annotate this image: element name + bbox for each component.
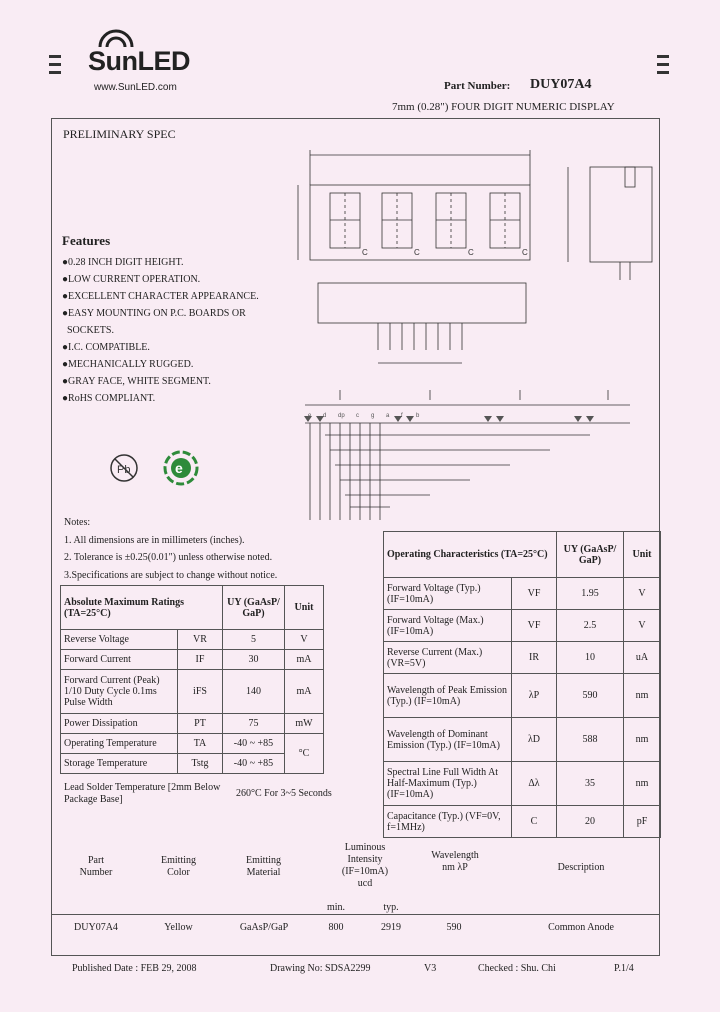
op-param: Spectral Line Full Width At Half-Maximum (Typ.) (IF=10mA) bbox=[384, 762, 512, 806]
part-number: DUY07A4 bbox=[530, 77, 592, 92]
pin-label: g bbox=[371, 413, 375, 419]
display-body-outline bbox=[310, 185, 530, 260]
ord-head-wavelength: Wavelength nm λP bbox=[431, 850, 479, 873]
abs-val: -40 ~ +85 bbox=[223, 754, 285, 774]
pin-label: b bbox=[416, 413, 420, 419]
digit-3 bbox=[436, 193, 466, 248]
note-item: 2. Tolerance is ±0.25(0.01") unless otherwise noted. bbox=[64, 552, 273, 563]
spec-status: PRELIMINARY SPEC bbox=[63, 127, 176, 141]
op-unit: nm bbox=[624, 762, 661, 806]
ord-sub-min: min. bbox=[326, 902, 346, 913]
op-title: Operating Characteristics (TA=25°C) bbox=[384, 532, 557, 578]
op-val: 2.5 bbox=[557, 610, 624, 642]
abs-col-unit: Unit bbox=[285, 586, 324, 630]
abs-sym: PT bbox=[178, 714, 223, 734]
abs-param: Forward Current (Peak) 1/10 Duty Cycle 0.1ms Pulse Width bbox=[61, 670, 178, 714]
feature-item: SOCKETS. bbox=[67, 325, 114, 336]
part-number-label: Part Number: bbox=[444, 80, 511, 92]
op-param: Forward Voltage (Typ.) (IF=10mA) bbox=[384, 578, 512, 610]
feature-item: ●LOW CURRENT OPERATION. bbox=[62, 274, 201, 285]
ord-head-intensity: Luminous Intensity (IF=10mA) ucd bbox=[341, 842, 389, 889]
ord-head-material: Emitting Material bbox=[246, 855, 281, 878]
ord-part: DUY07A4 bbox=[74, 922, 118, 933]
abs-val: 30 bbox=[223, 650, 285, 670]
op-col-unit: Unit bbox=[624, 532, 661, 578]
pin-label: d bbox=[323, 413, 327, 419]
abs-unit: °C bbox=[285, 734, 324, 774]
abs-param: Storage Temperature bbox=[61, 754, 178, 774]
abs-sym: iFS bbox=[178, 670, 223, 714]
ord-divider bbox=[51, 914, 660, 916]
abs-val: 140 bbox=[223, 670, 285, 714]
checked-by: Checked : Shu. Chi bbox=[478, 963, 556, 974]
op-val: 20 bbox=[557, 806, 624, 838]
diode-symbols bbox=[304, 416, 594, 422]
circuit-diagram bbox=[305, 390, 630, 520]
notes-title: Notes: bbox=[64, 517, 91, 528]
ord-color: Yellow bbox=[164, 922, 193, 933]
feature-item: ●MECHANICALLY RUGGED. bbox=[62, 359, 194, 370]
drawing-number: Drawing No: SDSA2299 bbox=[270, 963, 371, 974]
op-val: 590 bbox=[557, 674, 624, 718]
features-list bbox=[62, 254, 259, 407]
ord-head-description: Description bbox=[557, 862, 605, 873]
abs-col-uy: UY (GaAsP/ GaP) bbox=[223, 586, 285, 630]
e-recycle-icon bbox=[162, 449, 200, 492]
ord-material: GaAsP/GaP bbox=[239, 922, 289, 933]
op-unit: pF bbox=[624, 806, 661, 838]
published-date: Published Date : FEB 29, 2008 bbox=[72, 963, 197, 974]
bottom-pins bbox=[378, 323, 462, 350]
op-sym: VF bbox=[512, 610, 557, 642]
abs-unit: mW bbox=[285, 714, 324, 734]
product-subtitle: 7mm (0.28") FOUR DIGIT NUMERIC DISPLAY bbox=[392, 101, 615, 113]
version: V3 bbox=[424, 963, 437, 974]
abs-val: -40 ~ +85 bbox=[223, 734, 285, 754]
svg-text:Pb: Pb bbox=[117, 464, 131, 476]
abs-unit: V bbox=[285, 630, 324, 650]
feature-item: ●0.28 INCH DIGIT HEIGHT. bbox=[62, 257, 184, 268]
abs-unit: mA bbox=[285, 650, 324, 670]
ord-typ: 2919 bbox=[381, 922, 401, 933]
op-param: Capacitance (Typ.) (VF=0V, f=1MHz) bbox=[384, 806, 512, 838]
op-param: Reverse Current (Max.) (VR=5V) bbox=[384, 642, 512, 674]
op-unit: uA bbox=[624, 642, 661, 674]
op-param: Forward Voltage (Max.) (IF=10mA) bbox=[384, 610, 512, 642]
bottom-view-outline bbox=[318, 283, 526, 323]
operating-characteristics-table bbox=[383, 531, 661, 838]
ord-min: 800 bbox=[328, 922, 344, 933]
dimension-drawing bbox=[290, 135, 670, 535]
ord-description: Common Anode bbox=[548, 922, 614, 933]
op-sym: λP bbox=[512, 674, 557, 718]
op-val: 1.95 bbox=[557, 578, 624, 610]
abs-sym: VR bbox=[178, 630, 223, 650]
op-val: 35 bbox=[557, 762, 624, 806]
op-sym: λD bbox=[512, 718, 557, 762]
abs-param: Reverse Voltage bbox=[61, 630, 178, 650]
note-item: 3.Specifications are subject to change without notice. bbox=[64, 569, 278, 581]
op-param: Wavelength of Dominant Emission (Typ.) (IF=10mA) bbox=[384, 718, 512, 762]
feature-item: ●RoHS COMPLIANT. bbox=[62, 393, 156, 404]
op-param: Wavelength of Peak Emission (Typ.) (IF=10mA) bbox=[384, 674, 512, 718]
ord-head-color: Emitting Color bbox=[161, 855, 196, 878]
digit-4 bbox=[490, 193, 520, 248]
digit-2 bbox=[382, 193, 412, 248]
ord-wavelength: 590 bbox=[446, 922, 462, 933]
digit-mark-1: C bbox=[362, 248, 368, 257]
digit-1 bbox=[330, 193, 360, 248]
abs-sym: TA bbox=[178, 734, 223, 754]
right-header-bars bbox=[657, 55, 669, 79]
side-view-outline bbox=[590, 167, 652, 262]
lead-solder-value: 260°C For 3~5 Seconds bbox=[236, 788, 332, 799]
ord-sub-typ: typ. bbox=[383, 902, 399, 913]
abs-param: Forward Current bbox=[61, 650, 178, 670]
op-sym: Δλ bbox=[512, 762, 557, 806]
abs-val: 5 bbox=[223, 630, 285, 650]
op-unit: nm bbox=[624, 718, 661, 762]
ordering-table bbox=[51, 842, 660, 942]
digit-mark-4: C bbox=[522, 248, 528, 257]
op-unit: V bbox=[624, 610, 661, 642]
pb-free-icon bbox=[108, 452, 140, 489]
abs-param: Power Dissipation bbox=[61, 714, 178, 734]
absolute-ratings-table bbox=[60, 585, 324, 774]
op-val: 588 bbox=[557, 718, 624, 762]
op-sym: VF bbox=[512, 578, 557, 610]
abs-val: 75 bbox=[223, 714, 285, 734]
pin-label: a bbox=[386, 413, 390, 419]
feature-item: ●GRAY FACE, WHITE SEGMENT. bbox=[62, 376, 211, 387]
feature-item: ●EASY MOUNTING ON P.C. BOARDS OR bbox=[62, 308, 246, 319]
op-sym: C bbox=[512, 806, 557, 838]
svg-text:e: e bbox=[175, 460, 183, 476]
op-unit: nm bbox=[624, 674, 661, 718]
feature-item: ●EXCELLENT CHARACTER APPEARANCE. bbox=[62, 291, 259, 302]
website-url[interactable]: www.SunLED.com bbox=[94, 82, 177, 93]
page-number: P.1/4 bbox=[614, 963, 634, 974]
lead-solder-label: Lead Solder Temperature [2mm Below Package Base] bbox=[64, 782, 221, 805]
ord-head-part: Part Number bbox=[79, 855, 113, 878]
digit-mark-3: C bbox=[468, 248, 474, 257]
digit-mark-2: C bbox=[414, 248, 420, 257]
abs-sym: Tstg bbox=[178, 754, 223, 774]
abs-sym: IF bbox=[178, 650, 223, 670]
op-unit: V bbox=[624, 578, 661, 610]
pin-label: c bbox=[356, 413, 359, 419]
op-sym: IR bbox=[512, 642, 557, 674]
pin-label: dp bbox=[338, 413, 345, 419]
feature-item: ●I.C. COMPATIBLE. bbox=[62, 342, 150, 353]
left-header-bars bbox=[49, 55, 61, 79]
op-val: 10 bbox=[557, 642, 624, 674]
features-title: Features bbox=[62, 233, 111, 248]
notes bbox=[64, 514, 277, 584]
note-item: 1. All dimensions are in millimeters (inches). bbox=[64, 534, 245, 546]
abs-title: Absolute Maximum Ratings (TA=25°C) bbox=[61, 586, 223, 630]
abs-unit: mA bbox=[285, 670, 324, 714]
company-logo: SunLED bbox=[88, 46, 190, 76]
abs-param: Operating Temperature bbox=[61, 734, 178, 754]
op-col-uy: UY (GaAsP/ GaP) bbox=[557, 532, 624, 578]
